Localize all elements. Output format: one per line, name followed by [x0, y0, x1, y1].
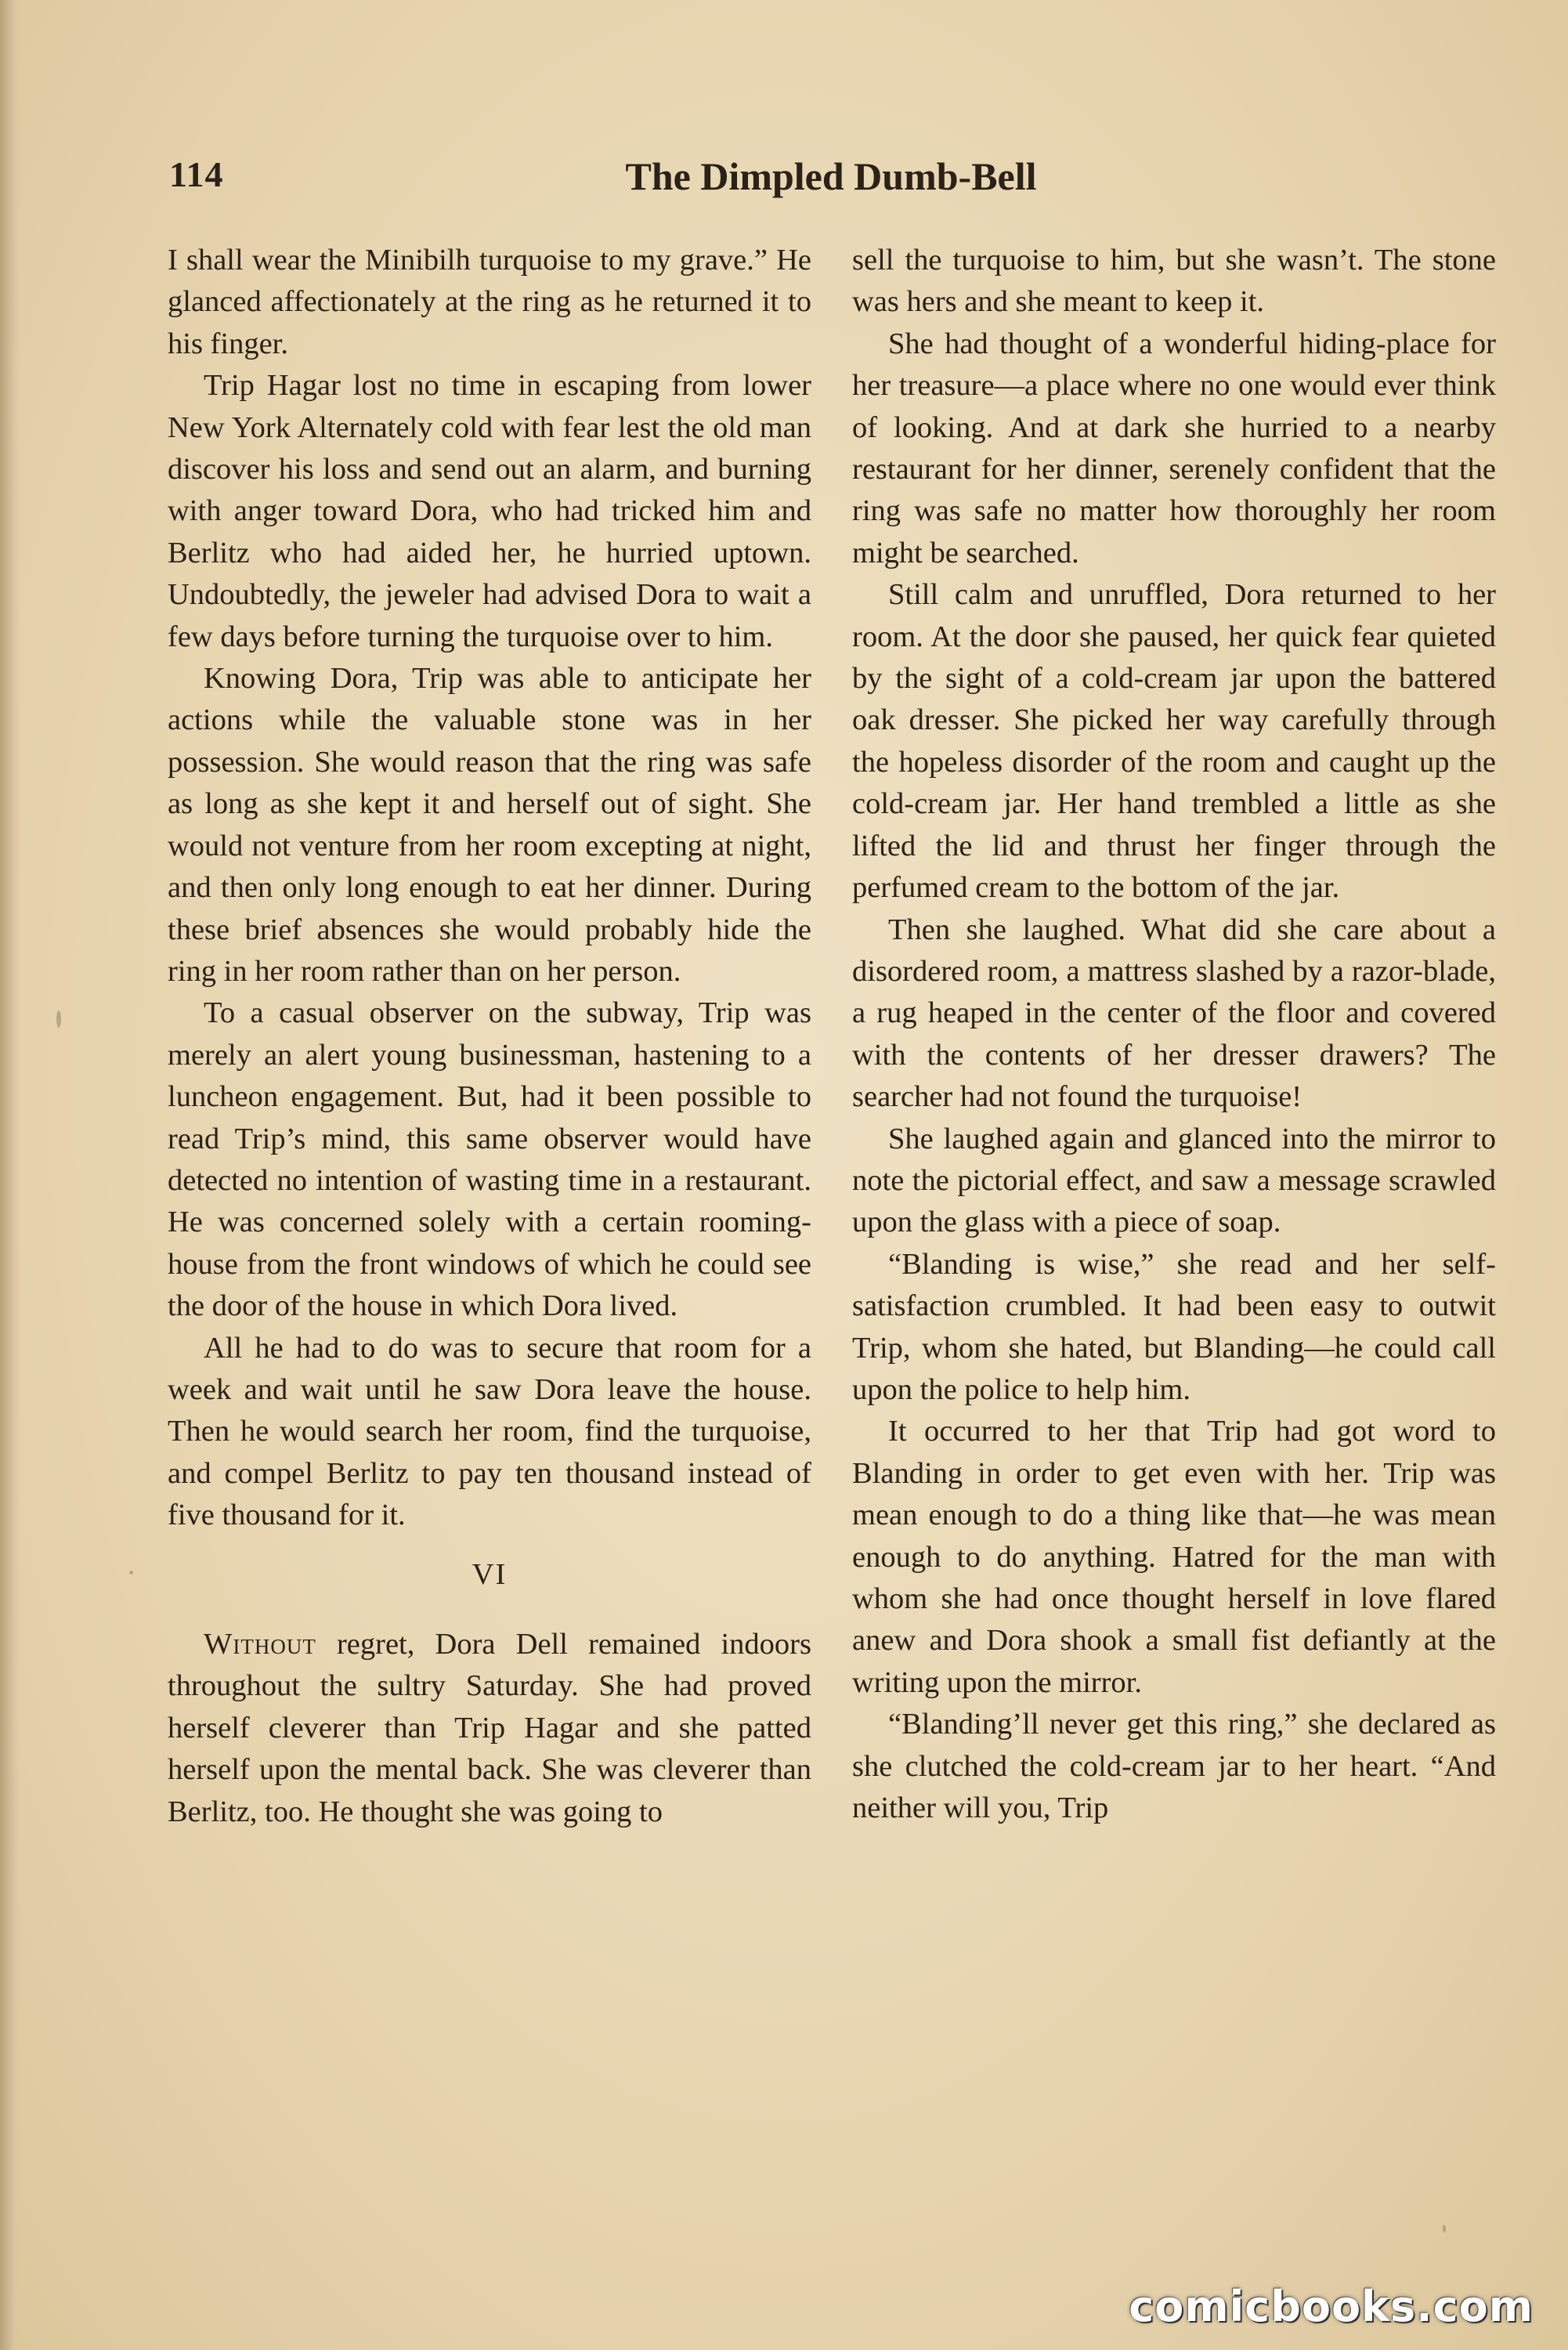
- paragraph: All he had to do was to secure that room for a week and wait until he saw Dora leave the house. Then he would search her room, find the turquoise, and compel Berlitz to pay ten thousand instead of five thousand for it.: [168, 1331, 811, 1532]
- page-number: 114: [169, 154, 224, 194]
- paragraph-text: regret, Dora Dell remained indoors throughout the sultry Saturday. She had proved herself cleverer than Trip Hagar and she patted herself upon the mental back. She was cleverer than Berlitz, too. He thought she was going to: [168, 1628, 811, 1828]
- paragraph: Trip Hagar lost no time in escaping from lower New York Alternately cold with fear lest the old man discover his loss and send out an alarm, and burning with anger toward Dora, who had tricked him and Berlitz who had aided her, he hurried uptown. Undoubtedly, the jeweler had advised Dora to wait a few days before turning the turquoise over to him.: [168, 369, 811, 653]
- paragraph: [168, 1624, 811, 1833]
- section-number: VI: [471, 1557, 508, 1591]
- paragraph: “Blanding’ll never get this ring,” she declared as she clutched the cold-cream jar to her heart. “And neither will you, Trip: [852, 1708, 1496, 1825]
- page-edge-shadow: [0, 0, 20, 2350]
- paragraph: She laughed again and glanced into the mirror to note the pictorial effect, and saw a message scrawled upon the glass with a piece of soap.: [852, 1122, 1496, 1239]
- paragraph: She had thought of a wonderful hiding-place for her treasure—a place where no one would ever think of looking. And at dark she hurried to a nearby restaurant for her dinner, serenely confident that the ring was safe no matter how thoroughly her room might be searched.: [852, 327, 1496, 569]
- paragraph: I shall wear the Minibilh turquoise to my grave.” He glanced affectionately at the ring as he returned it to his finger.: [168, 244, 811, 360]
- paragraph: Still calm and unruffled, Dora returned to her room. At the door she paused, her quick fear quieted by the sight of a cold-cream jar upon the battered oak dresser. She picked her way carefully through the hopeless disorder of the room and caught up the cold-cream jar. Her hand trembled a little as she lifted the lid and thrust her finger through the perfumed cream to the bottom of the jar.: [852, 578, 1496, 905]
- paragraph: To a casual observer on the subway, Trip was merely an alert young businessman, hastening to a luncheon engagement. But, had it been possible to read Trip’s mind, this same observer would have detected no intention of wasting time in a restaurant. He was concerned solely with a certain rooming-house from the front windows of which he could see the door of the house in which Dora lived.: [168, 996, 811, 1323]
- right-column: [852, 240, 1496, 1829]
- paragraph: Then she laughed. What did she care about a disordered room, a mattress slashed by a razor-blade, a rug heaped in the center of the floor and covered with the contents of her dresser drawers? The searcher had not found the turquoise!: [852, 913, 1496, 1114]
- page-header: [169, 154, 1493, 208]
- paragraph: sell the turquoise to him, but she wasn’t. The stone was hers and she meant to keep it.: [852, 244, 1496, 319]
- paragraph: It occurred to her that Trip had got word to Blanding in order to get even with her. Trip was mean enough to do a thing like that—he was mean enough to do anything. Hatred for the man with whom she had once thought herself in love flared anew and Dora shook a small fist defiantly at the writing upon the mirror.: [852, 1415, 1496, 1699]
- running-title: The Dimpled Dumb-Bell: [625, 154, 1037, 198]
- left-column: [168, 240, 811, 1833]
- paragraph: Knowing Dora, Trip was able to anticipate her actions while the valuable stone was in her possession. She would reason that the ring was safe as long as she kept it and herself out of sight. She would not venture from her room excepting at night, and then only long enough to eat her dinner. During these brief absences she would probably hide the ring in her room rather than on her person.: [168, 662, 811, 988]
- paragraph: “Blanding is wise,” she read and her self-satisfaction crumbled. It had been easy to outwit Trip, whom she hated, but Blanding—he could call upon the police to help him.: [852, 1247, 1496, 1406]
- site-watermark: comicbooks.com: [1129, 2282, 1534, 2331]
- section-lead-word: Without: [204, 1628, 316, 1661]
